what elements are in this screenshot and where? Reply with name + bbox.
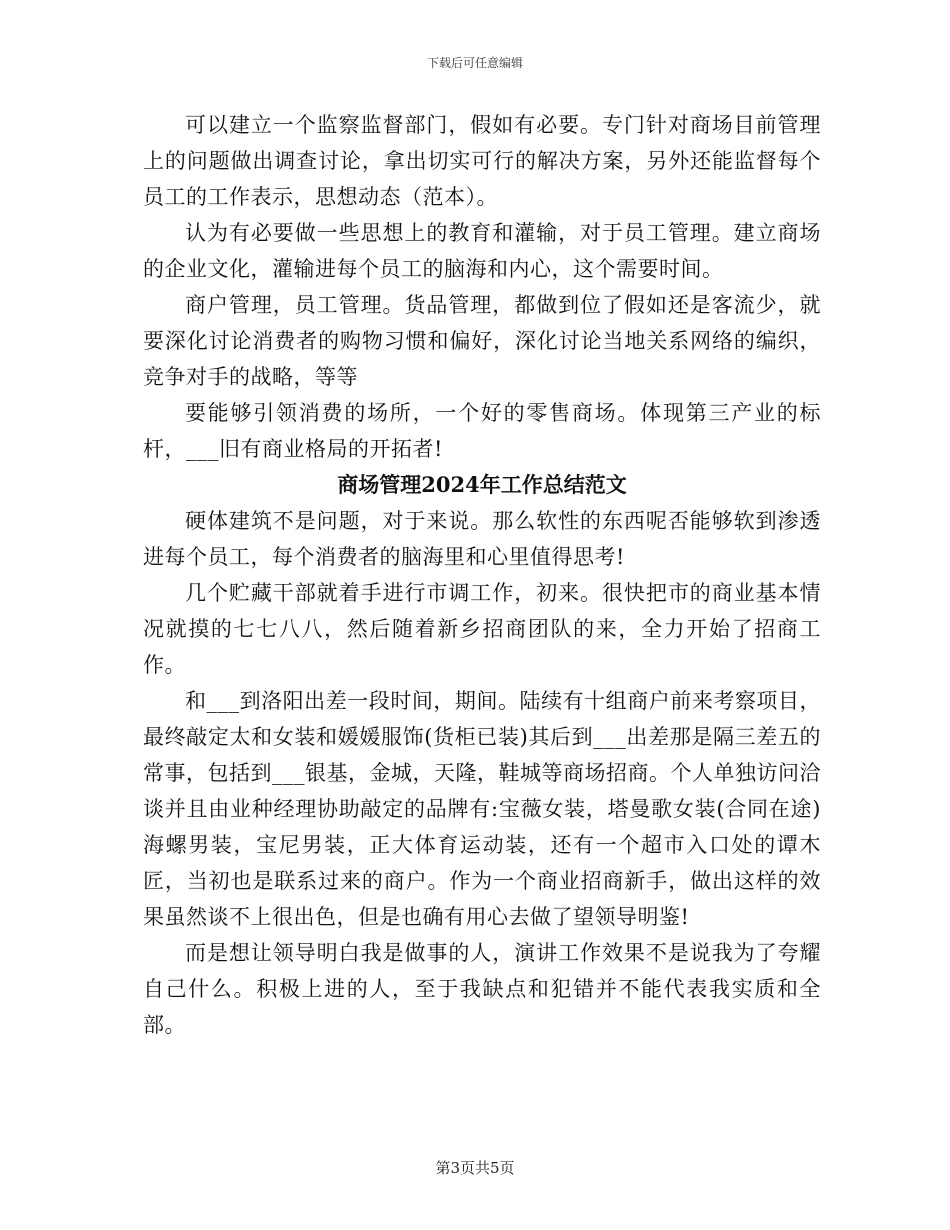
page-header: 下载后可任意编辑 bbox=[426, 56, 523, 70]
section-title: 商场管理2024年工作总结范文 bbox=[337, 472, 627, 497]
paragraph: 和___到洛阳出差一段时间，期间。陆续有十组商户前来考察项目，最终敲定太和女装和媛媛服饰(货柜已装)其后到___出差那是隔三差五的常事，包括到___银基，金城，天隆，鞋城等商场招商。个人单独访问洽谈并且由业种经理协助敲定的品牌有:宝薇女装，塔曼歌女装(合同在途)海螺男装，宝尼男装，正大体育运动装，还有一个超市入口处的谭木匠，当初也是联系过来的商户。作为一个商业招商新手，做出这样的效果虽然谈不上很出色，但是也确有用心去做了望领导明鉴! bbox=[143, 689, 821, 929]
paragraph: 硬体建筑不是问题，对于来说。那么软性的东西呢否能够软到渗透进每个员工，每个消费者的脑海里和心里值得思考! bbox=[143, 509, 821, 569]
paragraph: 几个贮藏干部就着手进行市调工作，初来。很快把市的商业基本情况就摸的七七八八，然后随着新乡招商团队的来，全力开始了招商工作。 bbox=[143, 581, 821, 677]
page-footer: 第3页共5页 bbox=[435, 1159, 515, 1177]
paragraph: 而是想让领导明白我是做事的人，演讲工作效果不是说我为了夸耀自己什么。积极上进的人，至于我缺点和犯错并不能代表我实质和全部。 bbox=[143, 941, 821, 1037]
paragraph: 商户管理，员工管理。货品管理，都做到位了假如还是客流少，就要深化讨论消费者的购物习惯和偏好，深化讨论当地关系网络的编织，竞争对手的战略，等等 bbox=[143, 293, 821, 389]
paragraph: 可以建立一个监察监督部门，假如有必要。专门针对商场目前管理上的问题做出调查讨论，拿出切实可行的解决方案，另外还能监督每个员工的工作表示，思想动态（范本）。 bbox=[143, 113, 821, 209]
document-body bbox=[143, 107, 821, 1043]
paragraph: 要能够引领消费的场所，一个好的零售商场。体现第三产业的标杆，___旧有商业格局的开拓者! bbox=[143, 401, 821, 461]
paragraph: 认为有必要做一些思想上的教育和灌输，对于员工管理。建立商场的企业文化，灌输进每个员工的脑海和内心，这个需要时间。 bbox=[143, 221, 821, 281]
